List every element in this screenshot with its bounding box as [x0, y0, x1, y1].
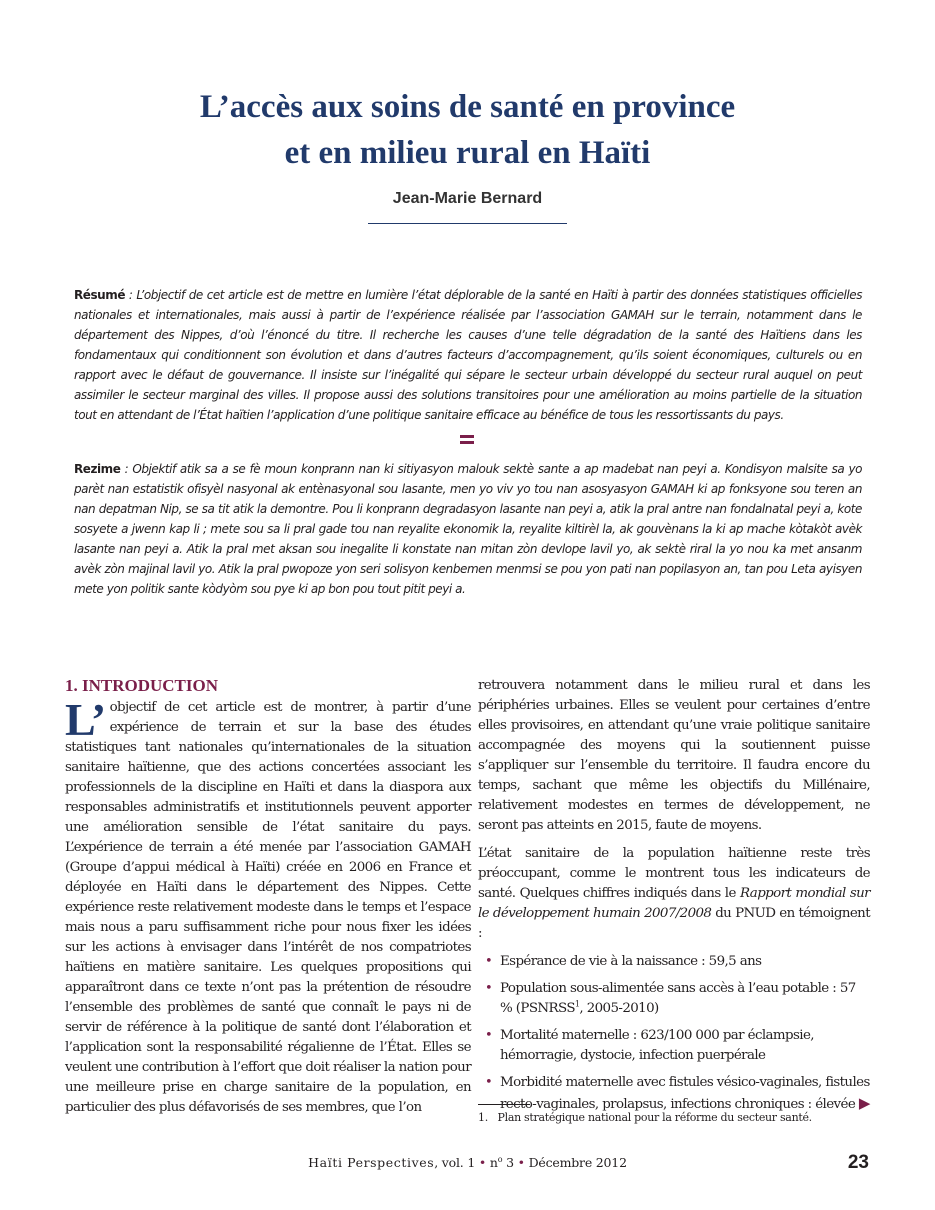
article-title [60, 84, 875, 176]
resume-text: : L’objectif de cet article est de mettre en lumière l’état déplorable de la santé en Haïti à partir des données statistiques officielles nationales et internationales, mais aussi à partir de l’expérience réalisée par l’association GAMAH sur le terrain, notamment dans le département des Nippes, d’où l’énoncé du titre. Il recherche les causes d’une telle dégradation de la santé des Haïtiens dans les fondamentaux qui conditionnent son évolution et dans d’autres facteurs d’accompagnement, qu’ils soient économiques, culturels ou en rapport avec le défaut de gouvernance. Il insiste sur l’inégalité qui sépare le secteur urbain développé du secteur rural auquel on peut assimiler le secteur marginal des villes. Il propose aussi des solutions transitoires pour une amélioration au moins partielle de la situation tout en attendant de l’État haïtien l’application d’une politique sanitaire efficace au bénéfice de tous les ressortissants du pays. [74, 288, 862, 422]
bullet-icon: • [485, 1028, 493, 1043]
title-line-1: L’accès aux soins de santé en province [199, 89, 736, 125]
resume-abstract [74, 285, 862, 425]
health-indicators-list [478, 952, 870, 1115]
bullet-icon: • [485, 981, 493, 996]
footnote-text: Plan stratégique national pour la réforme du secteur santé. [497, 1111, 812, 1124]
bullet-icon: • [485, 1075, 493, 1090]
footer-bullet-icon: • [478, 1155, 487, 1170]
section-heading-introduction: 1. INTRODUCTION [65, 676, 219, 695]
rezime-label: Rezime [74, 462, 121, 476]
footnote [478, 1110, 878, 1126]
body-column-left [65, 676, 471, 1126]
list-item: • Espérance de vie à la naissance : 59,5 ans [478, 952, 870, 972]
intro-paragraph-1 [65, 694, 471, 1118]
rezime-abstract [74, 459, 862, 599]
page-number: 23 [847, 1152, 869, 1173]
journal-name: Haïti Perspectives [308, 1155, 435, 1170]
bullet-icon: • [485, 954, 493, 969]
author-name: Jean-Marie Bernard [392, 190, 543, 207]
intro-paragraph-2: L’état sanitaire de la population haïtienne reste très préoccupant, comme le montrent tous les indicateurs de santé. Quelques chiffres indiqués dans le Rapport mondial sur le développement humain 2007/2008 du PNUD en témoignent : [478, 846, 870, 941]
report-title: Rapport mondial sur le développement humain 2007/2008 [478, 886, 870, 921]
list-item: • Mortalité maternelle : 623/100 000 par éclampsie, hémorragie, dystocie, infection puerpérale [485, 1028, 814, 1063]
footnote-number: 1. [478, 1111, 488, 1124]
body-column-right [478, 676, 870, 1122]
continue-arrow-icon: ▶ [858, 1094, 870, 1112]
footer-bullet-icon: • [517, 1155, 525, 1170]
resume-label: Résumé [74, 288, 126, 302]
dropcap: L’ [65, 694, 106, 745]
rezime-text: : Objektif atik sa a se fè moun konprann nan ki sitiyasyon malouk sektè sante a ap madebat nan peyi a. Kondisyon malsite sa yo parèt nan estatistik ofisyèl nasyonal ak entènasyonal sou lasante, men yo viv yo tou nan asosyasyon GAMAH ki ap fonksyone sou teren an nan depatman Nip, se sa tit atik la demontre. Pou li konprann degradasyon lasante nan peyi a, atik la pral antre nan fondalnatal peyi a, kote sosyete a jwenn kap li ; mete sou sa li pral gade tou nan reyalite ekonomik la, reyalite kiltirèl la, ak gouvènans la ki ap mache kòtakòt avèk lasante nan peyi a. Atik la pral met aksan sou inegalite li konstate nan mitan zòn devlope lavil yo, ak sektè riral la yo nou ka met ansanm avèk zòn majinal lavil yo. Atik la pral pwopoze yon seri solisyon kenbemen menmsi se pou yon pati nan popilasyon an, tan pou Leta ayisyen mete yon politik sante kòdyòm sou pye ki ap bon pou tout pitit peyi a. [74, 462, 862, 596]
intro-paragraph-1-text: objectif de cet article est de montrer, à partir d’une expérience de terrain et sur la base des études statistiques tant nationales qu’internationales de la situation sanitaire haïtienne, que des actions concertées associant les professionnels de la discipline en Haïti et dans la diaspora aux responsables administratifs et institutionnels peuvent apporter une amélioration sensible de l’état sanitaire du pays. L’expérience de terrain a été menée par l’association GAMAH (Groupe d’appui médical à Haïti) créée en 2006 en France et déployée en Haïti dans le département des Nippes. Cette expérience reste relativement modeste dans le temps et l’espace mais nous a paru suffisamment riche pour nous fixer les idées sur les actions à envisager dans l’intérêt de nos compatriotes haïtiens en matière sanitaire. Les quelques propositions qui apparaîtront dans ce texte n’ont pas la prétention de résoudre l’ensemble des problèmes de santé que connaît le pays ni de servir de référence à la politique de santé dont l’élaboration et l’application sont la responsabilité régalienne de l’État. Elles se veulent une contribution à l’effort que doit réaliser la nation pour une meilleure prise en charge sanitaire de la population, en particulier des plus défavorisés de ses membres, que l’on [65, 700, 471, 1115]
footnote-divider [478, 1104, 530, 1105]
title-line-2: et en milieu rural en Haïti [284, 135, 651, 171]
intro-paragraph-1-continued: retrouvera notamment dans le milieu rural et dans les périphéries urbaines. Elles se veulent pour certaines d’entre elles provisoires, en attendant qu’une vraie politique sanitaire accompagnée des moyens qui la soutiennent puisse s’appliquer sur l’ensemble du territoire. Il faudra encore du temps, sachant que même les objectifs du Millénaire, relativement modestes en termes de développement, ne seront pas atteints en 2015, faute de moyens. [478, 678, 870, 833]
list-item: • Morbidité maternelle avec fistules vésico-vaginales, fistules recto-vaginales, prolapsus, infections chroniques : élevée ▶ [485, 1075, 870, 1112]
page-footer: Haïti Perspectives, vol. 1 • $n^o$ 3 • Décembre 2012 [308, 1154, 627, 1170]
author-divider [368, 223, 567, 224]
section-separator-icon [460, 435, 474, 450]
list-item: • Population sous-alimentée sans accès à l’eau potable : 57 % (PSNRSS$^1$, 2005-2010) [485, 981, 856, 1016]
footnote-ref[interactable]: 1 [574, 999, 580, 1009]
